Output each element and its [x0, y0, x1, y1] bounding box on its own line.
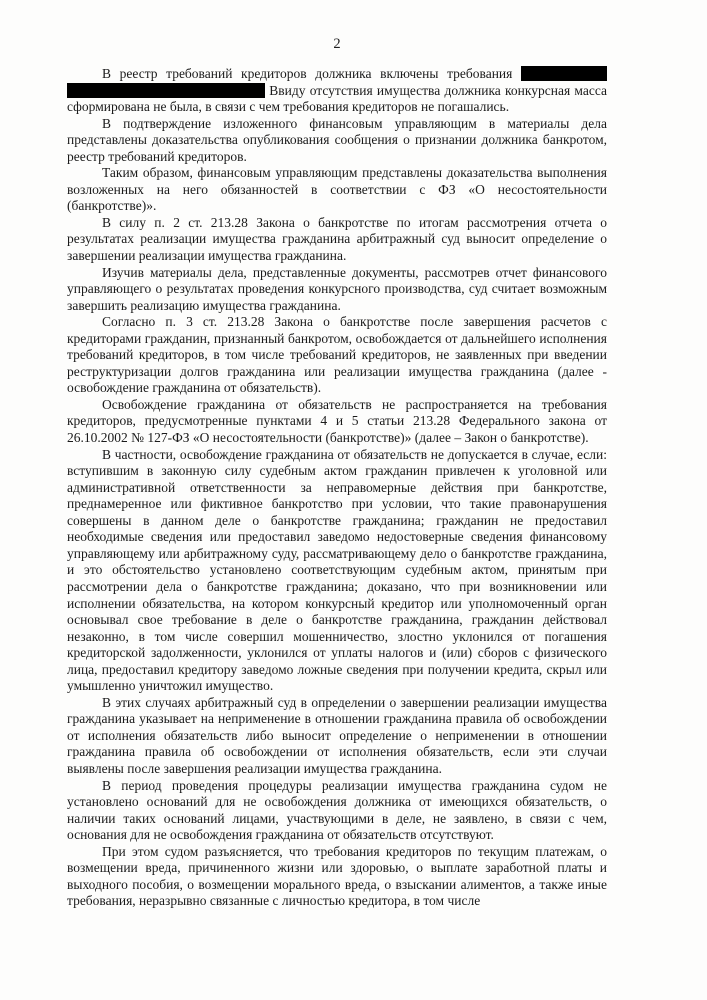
- paragraph: Изучив материалы дела, представленные документы, рассмотрев отчет финансового управляющего о результатах проведения конкурсного производства, суд считает возможным завершить реализацию имущества гражданина.: [67, 264, 607, 313]
- page-number: 2: [333, 36, 341, 52]
- redaction-bar: [521, 66, 607, 81]
- document-body: [67, 66, 607, 910]
- paragraph: В подтверждение изложенного финансовым управляющим в материалы дела представлены доказательства опубликования сообщения о признании должника банкротом, реестр требований кредиторов.: [67, 115, 607, 164]
- paragraph: В этих случаях арбитражный суд в определении о завершении реализации имущества гражданина указывает на неприменение в отношении гражданина правила об освобождении от исполнения обязательств либо выносит определение о неприменении в отношении гражданина правила об освобождении от исполнения обязательств, если эти случаи выявлены после завершения реализации имущества гражданина.: [67, 694, 607, 776]
- paragraph: В силу п. 2 ст. 213.28 Закона о банкротстве по итогам рассмотрения отчета о результатах реализации имущества гражданина арбитражный суд выносит определение о завершении реализации имущества гражданина.: [67, 214, 607, 264]
- paragraph: Таким образом, финансовым управляющим представлены доказательства выполнения возложенных на него обязанностей в соответствии с ФЗ «О несостоятельности (банкротстве)».: [67, 165, 607, 214]
- paragraph: При этом судом разъясняется, что требования кредиторов по текущим платежам, о возмещении вреда, причиненного жизни или здоровью, о выплате заработной платы и выходного пособия, о возмещении морального вреда, о взыскании алиментов, а также иные требования, неразрывно связанные с личностью кредитора, в том числе: [67, 843, 607, 909]
- redaction-bar: [67, 83, 265, 98]
- paragraph: В период проведения процедуры реализации имущества гражданина судом не установлено оснований для не освобождения должника от имеющихся обязательств, о наличии таких оснований лицами, участвующими в деле, не заявлено, в связи с чем, основания для не освобождения гражданина от обязательств отсутствуют.: [67, 777, 607, 843]
- paragraph: В реестр требований кредиторов должника включены требования Ввиду отсутствия имущества должника конкурсная масса сформирована не была, в связи с чем требования кредиторов не погашались.: [67, 66, 607, 115]
- paragraph: В частности, освобождение гражданина от обязательств не допускается в случае, если: вступившим в законную силу судебным актом гражданин привлечен к уголовной или административной ответственности за неправомерные действия при банкротстве, преднамеренное или фиктивное банкротство при условии, что такие правонарушения совершены в данном деле о банкротстве гражданина; гражданин не предоставил необходимые сведения или предоставил заведомо недостоверные сведения финансовому управляющему или арбитражному суду, рассматривающему дело о банкротстве гражданина, и это обстоятельство установлено соответствующим судебным актом, принятым при рассмотрении дела о банкротстве гражданина; доказано, что при возникновении или исполнении обязательства, на котором конкурсный кредитор или уполномоченный орган основывал свое требование в деле о банкротстве гражданина, гражданин действовал незаконно, в том числе совершил мошенничество, злостно уклонился от погашения кредиторской задолженности, уклонился от уплаты налогов и (или) сборов с физического лица, предоставил кредитору заведомо ложные сведения при получении кредита, скрыл или умышленно уничтожил имущество.: [67, 446, 607, 694]
- paragraph: Освобождение гражданина от обязательств не распространяется на требования кредиторов, предусмотренные пунктами 4 и 5 статьи 213.28 Федерального закона от 26.10.2002 № 127-ФЗ «О несостоятельности (банкротстве)» (далее – Закон о банкротстве).: [67, 396, 607, 446]
- paragraph: Согласно п. 3 ст. 213.28 Закона о банкротстве после завершения расчетов с кредиторами гражданин, признанный банкротом, освобождается от дальнейшего исполнения требований кредиторов, в том числе требований кредиторов, не заявленных при введении реструктуризации долгов гражданина или реализации имущества гражданина (далее - освобождение гражданина от обязательств).: [67, 314, 607, 396]
